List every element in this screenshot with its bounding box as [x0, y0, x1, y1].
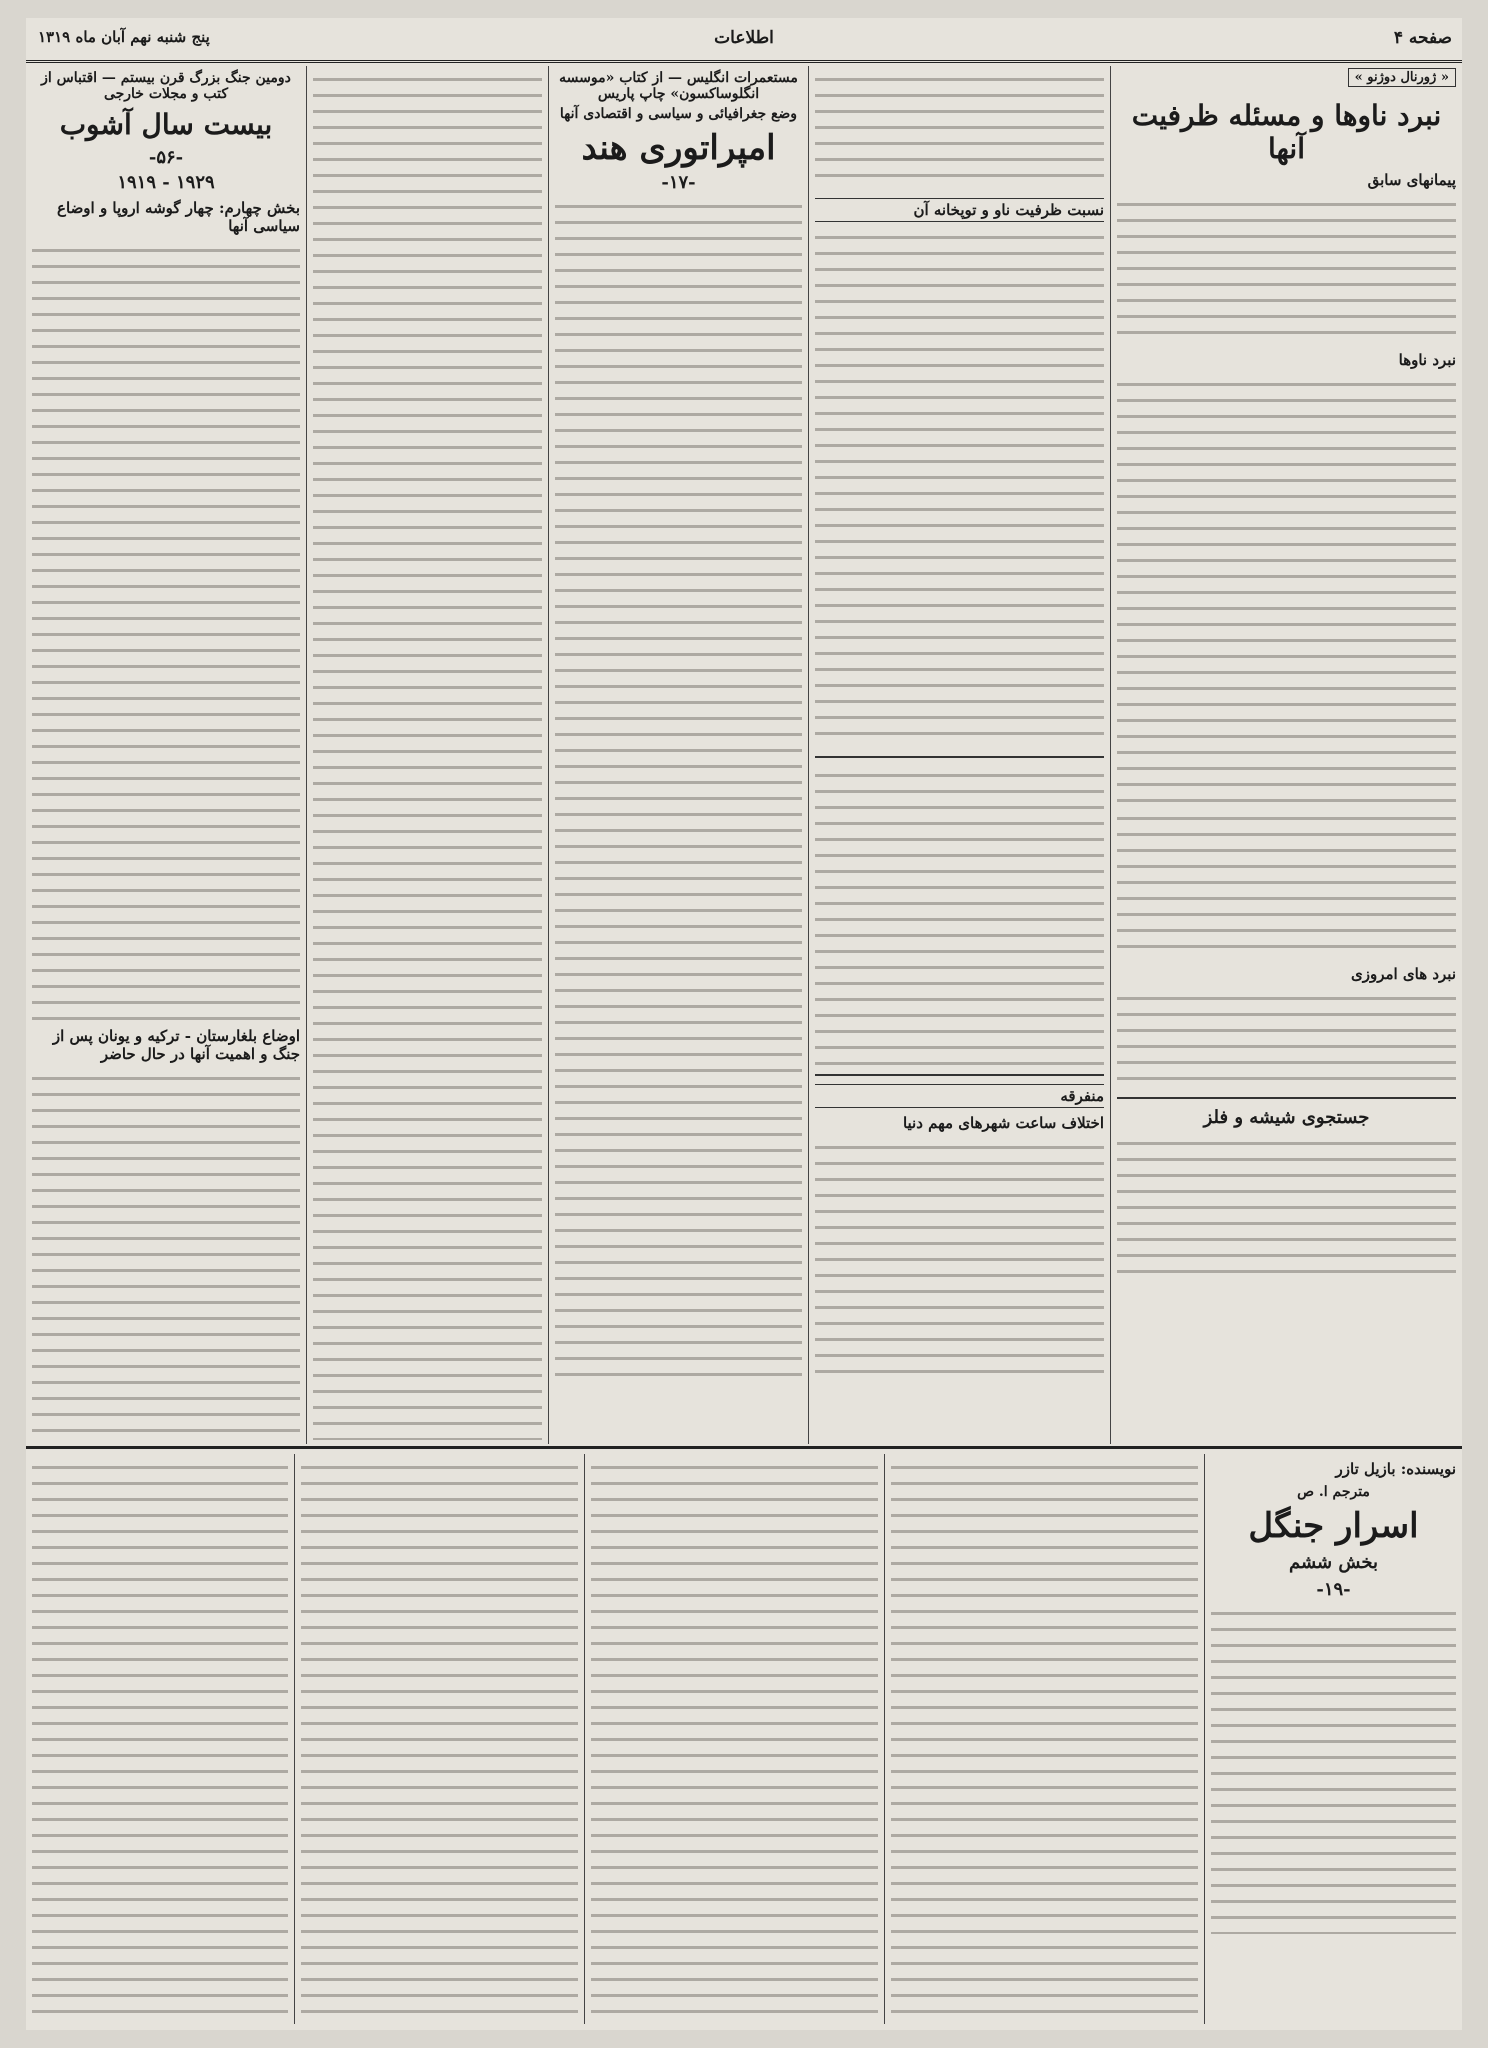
headline-glass: جستجوی شیشه و فلز — [1203, 1107, 1370, 1128]
headline-naval: نبرد ناوها و مسئله ظرفیت آنها — [1131, 99, 1442, 165]
article-naval — [1110, 66, 1462, 1444]
headline-india: امپراتوری هند — [581, 128, 776, 168]
serial-jungle-cont — [294, 1454, 584, 2024]
body-text — [555, 197, 802, 1377]
installment-number: -۱۷- — [661, 172, 696, 193]
body-text — [815, 1138, 1104, 1378]
divider — [1117, 1097, 1456, 1099]
source-tag: « ژورنال دوژنو » — [1348, 68, 1456, 87]
body-text — [32, 241, 300, 1021]
body-text — [815, 70, 1104, 190]
newspaper-page — [26, 18, 1462, 2030]
translator: مترجم ا. ص — [1297, 1484, 1370, 1500]
section-kicker: دومین جنگ بزرگ قرن بیستم — اقتباس از کتب و مجلات خارجی — [41, 70, 291, 102]
body-text — [1117, 809, 1456, 959]
headline-turmoil: بیست سال آشوب — [59, 108, 273, 141]
body-text — [313, 70, 542, 1440]
body-text — [1117, 195, 1456, 345]
subhead-1: پیمانهای سابق — [1367, 171, 1456, 189]
years: ۱۹۲۹ - ۱۹۱۹ — [117, 172, 215, 193]
page-number: صفحه ۴ — [1393, 28, 1452, 48]
body-text — [32, 1069, 300, 1444]
subhead-4: نبرد های امروزی — [1350, 965, 1456, 983]
body-text — [815, 766, 1104, 1066]
article-naval-cont — [808, 66, 1110, 1444]
headline-jungle: اسرار جنگل — [1248, 1506, 1419, 1546]
subhead-2: نبرد ناوها — [1398, 351, 1456, 369]
body-text — [1117, 1134, 1456, 1284]
issue-date: پنج شنبه نهم آبان ماه ۱۳۱۹ — [38, 28, 210, 46]
article-india — [548, 66, 808, 1444]
body-text — [815, 228, 1104, 748]
misc-heading: منفرقه — [815, 1084, 1104, 1108]
divider — [815, 1074, 1104, 1076]
installment-number: -۵۶- — [148, 147, 184, 168]
article-india-cont — [306, 66, 548, 1444]
section-divider — [26, 1446, 1462, 1449]
section-title: بخش چهارم: چهار گوشه اروپا و اوضاع سیاسی آنها — [57, 199, 300, 235]
time-heading: اختلاف ساعت شهرهای مهم دنیا — [902, 1114, 1104, 1132]
installment-number: -۱۹- — [1316, 1579, 1351, 1600]
subhead-balkans: اوضاع بلغارستان - ترکیه و یونان پس از جنگ و اهمیت آنها در حال حاضر — [52, 1027, 300, 1063]
subhead-3: نسبت ظرفیت ناو و توپخانه آن — [815, 198, 1104, 222]
serial-jungle — [1204, 1454, 1462, 2024]
masthead — [26, 18, 1462, 63]
body-text — [301, 1458, 578, 2018]
section-kicker: مستعمرات انگلیس — از کتاب «موسسه انگلوساکسون» چاپ پاریس — [559, 70, 798, 102]
article-turmoil — [26, 66, 306, 1444]
body-text — [591, 1458, 878, 2018]
author: نویسنده: بازیل تازر — [1335, 1460, 1456, 1478]
body-text — [1117, 989, 1456, 1089]
body-text — [891, 1458, 1198, 2018]
deck: وضع جغرافیائی و سیاسی و اقتصادی آنها — [559, 106, 798, 122]
serial-jungle-cont — [26, 1454, 294, 2024]
paper-name: اطلاعات — [714, 28, 774, 48]
divider — [815, 756, 1104, 758]
part-label: بخش ششم — [1289, 1552, 1378, 1573]
serial-jungle-cont — [884, 1454, 1204, 2024]
body-text — [1211, 1604, 1456, 1934]
body-text — [32, 1458, 288, 2018]
body-text — [1117, 375, 1456, 805]
serial-jungle-cont — [584, 1454, 884, 2024]
